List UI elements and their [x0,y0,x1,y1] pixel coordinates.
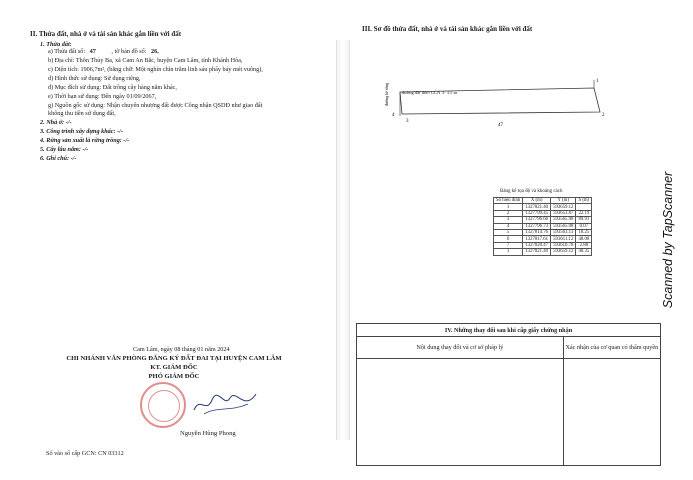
cell: 1327817.61 [523,236,551,242]
item6-note: 6. Ghi chú: -/- [40,155,77,162]
page-fold [336,40,350,440]
cell: 1327799.45 [523,210,551,216]
parcel-sketch [380,70,620,130]
section-ii-title: II. Thửa đất, nhà ở và tài sản khác gắn liền với đất [30,30,182,38]
cell: 1327820.47 [523,242,551,248]
cell: 6 [494,236,523,242]
cell: 593653.87 [551,210,576,216]
cell: 1327821.40 [523,249,551,255]
item4-forest: 4. Rừng sản xuất là rừng trồng: -/- [40,137,130,144]
scanner-watermark: Scanned by TapScanner [661,171,675,309]
changes-confirmation-cell [563,359,660,466]
table-row [494,249,592,255]
cell: 4 [494,223,523,229]
cell: 593565.98 [551,217,576,223]
cell: 2.88 [576,242,592,248]
concrete-road-label: đường bê tông [384,82,389,106]
signature [190,388,260,418]
cell: 3 [494,217,523,223]
vertex-1: 1 [596,79,599,84]
cell: 593659.12 [551,249,576,255]
cell: 1327814.76 [523,229,551,235]
coord-table-title: Bảng kê tọa độ và khoảng cách [500,189,563,194]
vertex-2: 2 [602,113,605,118]
cell: 48.08 [576,236,592,242]
road-label: đường đất theo GCN 3- 3.5 m [402,90,458,95]
origin-line-2: không thu tiền sử dụng đất, [48,110,116,117]
cell: 48.35 [576,249,592,255]
cell: 593659.12 [551,204,576,210]
section-iii-title: III. Sơ đồ thửa đất, nhà ở và tài sản khác gắn liền với đất [362,25,533,33]
cell: 1 [494,249,523,255]
cell: 0.07 [576,223,592,229]
cell: 593565.98 [551,223,576,229]
cell: 593611.12 [551,236,576,242]
origin-line-1: g) Nguồn gốc sử dụng: Nhận chuyển nhượng đất được Công nhận QSDĐ như giao đất [48,102,263,109]
vertex-4: 4 [392,113,395,118]
cell: 1327796.66 [523,217,551,223]
sheet-label: , tờ bản đồ số: [111,48,147,55]
changes-content-cell [357,359,564,466]
cell: 22.19 [576,210,592,216]
changes-caption: IV. Những thay đổi sau khi cấp giấy chứng nhận [357,324,661,337]
cell: 1 [494,204,523,210]
cell: 593610.78 [551,242,576,248]
cell: 5 [494,229,523,235]
col-x: X (m) [523,198,551,204]
usage-purpose-line: đ) Mục đích sử dụng: Đất trồng cây hàng năm khác, [48,84,177,91]
issue-date: Cam Lâm, ngày 08 tháng 01 năm 2024 [133,346,230,353]
item5-perennial: 5. Cây lâu năm: -/- [40,146,89,153]
sheet-value: 26, [151,48,159,55]
cell: 593563.13 [551,229,576,235]
col-vertex: Số hiệu đỉnh [494,198,523,204]
item3-construction: 3. Công trình xây dựng khác: -/- [40,128,123,135]
kt-director: KT. GIÁM ĐỐC [150,364,198,371]
signer-name: Nguyễn Hùng Phong [180,430,236,437]
cell: 1327821.40 [523,204,551,210]
parcel-number-mark: 47 [498,123,503,128]
issuing-agency: CHI NHÁNH VĂN PHÒNG ĐĂNG KÝ ĐẤT ĐAI TẠI HUYỆN CAM LÂM [66,355,282,362]
parcel-value: 47 [89,48,96,55]
parcel-number-line [48,48,159,55]
cell: 2 [494,210,523,216]
coordinates-table [493,197,592,256]
cell: 7 [494,242,523,248]
certificate-number: Số vào sổ cấp GCN: CN 03312 [46,450,124,457]
usage-term-line: e) Thời hạn sử dụng: Đến ngày 01/09/2067, [48,93,157,100]
deputy-director: PHÓ GIÁM ĐỐC [148,373,200,380]
item1-heading: 1. Thửa đất: [40,41,72,48]
col-y: Y (m) [551,198,576,204]
changes-col-confirmation: Xác nhận của cơ quan có thẩm quyền [563,337,660,359]
parcel-label: a) Thửa đất số: [48,48,86,55]
col-s: S (m) [576,198,592,204]
address-line: b) Địa chỉ: Thôn Thủy Ba, xã Cam An Bắc, huyện Cam Lâm, tỉnh Khánh Hòa, [48,57,243,64]
cell: 1327796.73 [523,223,551,229]
cell: 89.91 [576,217,592,223]
official-seal [140,382,186,428]
item2-house: 2. Nhà ở: -/- [40,119,72,126]
usage-form-line: d) Hình thức sử dụng: Sử dụng riêng, [48,75,141,82]
area-line: c) Diện tích: 1906,7m², (bằng chữ: Một nghìn chín trăm linh sáu phẩy bảy mét vuông), [48,66,263,73]
changes-col-content: Nội dung thay đổi và cơ sở pháp lý [357,337,564,359]
cell: 18.25 [576,229,592,235]
vertex-3: 3 [406,119,409,124]
changes-table [356,323,661,466]
